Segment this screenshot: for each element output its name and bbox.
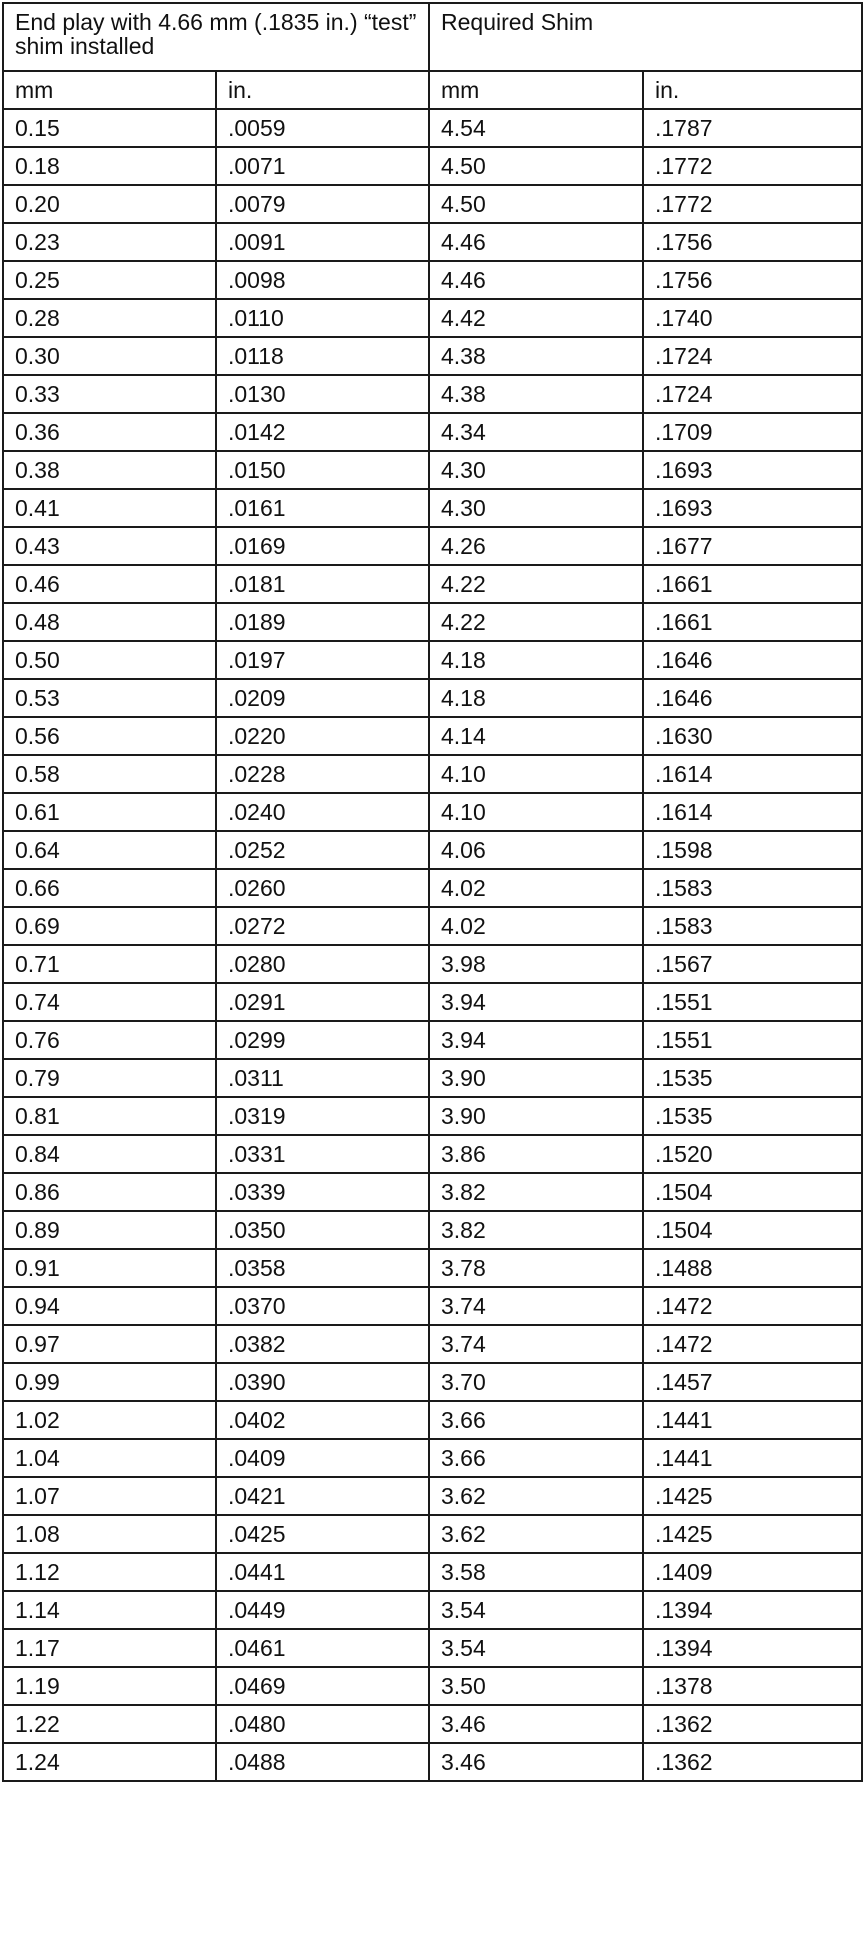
end-play-in-cell: .0441: [216, 1553, 429, 1591]
table-row: [3, 1173, 862, 1211]
table-row: [3, 223, 862, 261]
shim-in-cell: .1394: [643, 1591, 862, 1629]
end-play-mm-cell: 0.69: [3, 907, 216, 945]
end-play-in-cell: .0181: [216, 565, 429, 603]
end-play-in-cell: .0260: [216, 869, 429, 907]
shim-in-cell: .1677: [643, 527, 862, 565]
shim-in-cell: .1472: [643, 1325, 862, 1363]
shim-mm-cell: 3.74: [429, 1287, 643, 1325]
end-play-in-cell: .0299: [216, 1021, 429, 1059]
shim-mm-cell: 4.54: [429, 109, 643, 147]
end-play-mm-cell: 0.97: [3, 1325, 216, 1363]
end-play-mm-cell: 0.81: [3, 1097, 216, 1135]
end-play-mm-cell: 0.43: [3, 527, 216, 565]
end-play-mm-cell: 0.58: [3, 755, 216, 793]
end-play-in-cell: .0079: [216, 185, 429, 223]
table-row: [3, 1325, 862, 1363]
shim-in-cell: .1693: [643, 451, 862, 489]
end-play-in-cell: .0402: [216, 1401, 429, 1439]
shim-mm-cell: 4.10: [429, 755, 643, 793]
end-play-in-cell: .0189: [216, 603, 429, 641]
shim-mm-cell: 3.54: [429, 1591, 643, 1629]
table-row: [3, 375, 862, 413]
shim-mm-cell: 3.70: [429, 1363, 643, 1401]
end-play-mm-cell: 0.84: [3, 1135, 216, 1173]
end-play-mm-cell: 0.18: [3, 147, 216, 185]
table-row: [3, 1211, 862, 1249]
table-row: [3, 147, 862, 185]
shim-in-cell: .1409: [643, 1553, 862, 1591]
table-row: [3, 527, 862, 565]
table-row: [3, 299, 862, 337]
table-row: [3, 1249, 862, 1287]
table-row: [3, 983, 862, 1021]
end-play-in-cell: .0071: [216, 147, 429, 185]
shim-in-cell: .1598: [643, 831, 862, 869]
table-row: [3, 1667, 862, 1705]
shim-in-cell: .1551: [643, 983, 862, 1021]
end-play-in-cell: .0240: [216, 793, 429, 831]
shim-in-cell: .1520: [643, 1135, 862, 1173]
end-play-in-cell: .0091: [216, 223, 429, 261]
shim-mm-cell: 3.62: [429, 1515, 643, 1553]
shim-in-cell: .1646: [643, 679, 862, 717]
shim-in-cell: .1787: [643, 109, 862, 147]
end-play-mm-cell: 0.28: [3, 299, 216, 337]
table-row: [3, 1743, 862, 1781]
shim-mm-cell: 3.62: [429, 1477, 643, 1515]
end-play-mm-cell: 0.46: [3, 565, 216, 603]
shim-in-cell: .1441: [643, 1401, 862, 1439]
table-row: [3, 1591, 862, 1629]
end-play-in-cell: .0169: [216, 527, 429, 565]
end-play-mm-cell: 1.22: [3, 1705, 216, 1743]
shim-in-cell: .1756: [643, 261, 862, 299]
end-play-mm-cell: 1.02: [3, 1401, 216, 1439]
shim-in-cell: .1740: [643, 299, 862, 337]
table-row: [3, 1515, 862, 1553]
shim-in-cell: .1772: [643, 185, 862, 223]
end-play-in-cell: .0197: [216, 641, 429, 679]
shim-in-cell: .1362: [643, 1743, 862, 1781]
shim-in-cell: .1457: [643, 1363, 862, 1401]
units-row: [3, 71, 862, 109]
shim-mm-cell: 4.46: [429, 223, 643, 261]
table-row: [3, 679, 862, 717]
end-play-mm-cell: 0.56: [3, 717, 216, 755]
shim-mm-cell: 4.26: [429, 527, 643, 565]
shim-in-cell: .1535: [643, 1097, 862, 1135]
shim-mm-cell: 4.14: [429, 717, 643, 755]
shim-mm-cell: 4.30: [429, 451, 643, 489]
end-play-mm-cell: 0.79: [3, 1059, 216, 1097]
table-row: [3, 1135, 862, 1173]
shim-in-cell: .1488: [643, 1249, 862, 1287]
end-play-mm-cell: 0.91: [3, 1249, 216, 1287]
table-row: [3, 489, 862, 527]
end-play-mm-cell: 0.76: [3, 1021, 216, 1059]
table-row: [3, 755, 862, 793]
shim-mm-cell: 4.50: [429, 147, 643, 185]
table-row: [3, 869, 862, 907]
shim-mm-cell: 4.02: [429, 907, 643, 945]
end-play-mm-cell: 0.61: [3, 793, 216, 831]
shim-mm-cell: 3.90: [429, 1059, 643, 1097]
end-play-mm-cell: 0.89: [3, 1211, 216, 1249]
table-row: [3, 337, 862, 375]
table-row: [3, 261, 862, 299]
end-play-in-cell: .0059: [216, 109, 429, 147]
table-row: [3, 1629, 862, 1667]
table-row: [3, 717, 862, 755]
shim-mm-cell: 3.54: [429, 1629, 643, 1667]
shim-mm-cell: 4.06: [429, 831, 643, 869]
table-row: [3, 1705, 862, 1743]
shim-mm-cell: 3.46: [429, 1743, 643, 1781]
end-play-mm-cell: 0.15: [3, 109, 216, 147]
table-row: [3, 831, 862, 869]
shim-in-cell: .1724: [643, 337, 862, 375]
table-row: [3, 603, 862, 641]
shim-mm-cell: 3.86: [429, 1135, 643, 1173]
shim-mm-cell: 3.58: [429, 1553, 643, 1591]
shim-in-cell: .1551: [643, 1021, 862, 1059]
unit-shim-in: in.: [643, 71, 862, 109]
end-play-mm-cell: 0.66: [3, 869, 216, 907]
end-play-in-cell: .0142: [216, 413, 429, 451]
end-play-in-cell: .0130: [216, 375, 429, 413]
shim-in-cell: .1425: [643, 1477, 862, 1515]
end-play-in-cell: .0409: [216, 1439, 429, 1477]
shim-in-cell: .1378: [643, 1667, 862, 1705]
shim-mm-cell: 3.98: [429, 945, 643, 983]
shim-mm-cell: 4.34: [429, 413, 643, 451]
table-row: [3, 1439, 862, 1477]
shim-mm-cell: 3.94: [429, 1021, 643, 1059]
table-row: [3, 1021, 862, 1059]
end-play-mm-cell: 0.23: [3, 223, 216, 261]
shim-in-cell: .1504: [643, 1211, 862, 1249]
end-play-mm-cell: 0.71: [3, 945, 216, 983]
end-play-in-cell: .0449: [216, 1591, 429, 1629]
shim-in-cell: .1756: [643, 223, 862, 261]
shim-mm-cell: 3.94: [429, 983, 643, 1021]
shim-selection-table: [2, 2, 863, 1782]
end-play-in-cell: .0469: [216, 1667, 429, 1705]
shim-mm-cell: 3.78: [429, 1249, 643, 1287]
shim-in-cell: .1630: [643, 717, 862, 755]
end-play-mm-cell: 1.19: [3, 1667, 216, 1705]
end-play-in-cell: .0118: [216, 337, 429, 375]
shim-mm-cell: 4.38: [429, 337, 643, 375]
table-row: [3, 109, 862, 147]
end-play-mm-cell: 0.99: [3, 1363, 216, 1401]
end-play-mm-cell: 0.38: [3, 451, 216, 489]
table-row: [3, 1477, 862, 1515]
end-play-mm-cell: 1.07: [3, 1477, 216, 1515]
shim-table-container: [2, 2, 861, 1782]
end-play-in-cell: .0350: [216, 1211, 429, 1249]
end-play-in-cell: .0209: [216, 679, 429, 717]
end-play-in-cell: .0390: [216, 1363, 429, 1401]
end-play-mm-cell: 1.14: [3, 1591, 216, 1629]
shim-in-cell: .1693: [643, 489, 862, 527]
shim-in-cell: .1441: [643, 1439, 862, 1477]
shim-mm-cell: 4.10: [429, 793, 643, 831]
end-play-mm-cell: 0.41: [3, 489, 216, 527]
unit-shim-mm: mm: [429, 71, 643, 109]
table-row: [3, 1059, 862, 1097]
end-play-mm-cell: 0.53: [3, 679, 216, 717]
end-play-mm-cell: 1.08: [3, 1515, 216, 1553]
end-play-in-cell: .0488: [216, 1743, 429, 1781]
end-play-in-cell: .0110: [216, 299, 429, 337]
shim-mm-cell: 4.30: [429, 489, 643, 527]
shim-in-cell: .1709: [643, 413, 862, 451]
end-play-mm-cell: 0.50: [3, 641, 216, 679]
shim-in-cell: .1425: [643, 1515, 862, 1553]
end-play-mm-cell: 0.86: [3, 1173, 216, 1211]
end-play-in-cell: .0339: [216, 1173, 429, 1211]
shim-mm-cell: 4.38: [429, 375, 643, 413]
table-row: [3, 413, 862, 451]
shim-mm-cell: 4.22: [429, 565, 643, 603]
shim-in-cell: .1583: [643, 907, 862, 945]
table-row: [3, 907, 862, 945]
end-play-in-cell: .0280: [216, 945, 429, 983]
shim-mm-cell: 4.50: [429, 185, 643, 223]
end-play-mm-cell: 0.48: [3, 603, 216, 641]
table-row: [3, 1287, 862, 1325]
end-play-in-cell: .0358: [216, 1249, 429, 1287]
unit-end-play-mm: mm: [3, 71, 216, 109]
end-play-in-cell: .0311: [216, 1059, 429, 1097]
end-play-in-cell: .0150: [216, 451, 429, 489]
unit-end-play-in: in.: [216, 71, 429, 109]
end-play-in-cell: .0382: [216, 1325, 429, 1363]
shim-in-cell: .1504: [643, 1173, 862, 1211]
shim-in-cell: .1362: [643, 1705, 862, 1743]
table-row: [3, 185, 862, 223]
shim-in-cell: .1772: [643, 147, 862, 185]
end-play-in-cell: .0480: [216, 1705, 429, 1743]
table-row: [3, 1401, 862, 1439]
shim-in-cell: .1661: [643, 603, 862, 641]
shim-mm-cell: 4.22: [429, 603, 643, 641]
end-play-in-cell: .0319: [216, 1097, 429, 1135]
shim-mm-cell: 4.02: [429, 869, 643, 907]
shim-mm-cell: 3.50: [429, 1667, 643, 1705]
shim-mm-cell: 4.18: [429, 679, 643, 717]
end-play-in-cell: .0098: [216, 261, 429, 299]
shim-in-cell: .1646: [643, 641, 862, 679]
shim-mm-cell: 3.82: [429, 1211, 643, 1249]
table-row: [3, 1097, 862, 1135]
end-play-mm-cell: 0.30: [3, 337, 216, 375]
end-play-mm-cell: 0.36: [3, 413, 216, 451]
table-row: [3, 1553, 862, 1591]
end-play-in-cell: .0252: [216, 831, 429, 869]
end-play-in-cell: .0228: [216, 755, 429, 793]
table-row: [3, 945, 862, 983]
shim-in-cell: .1394: [643, 1629, 862, 1667]
table-row: [3, 451, 862, 489]
shim-in-cell: .1724: [643, 375, 862, 413]
end-play-header: End play with 4.66 mm (.1835 in.) “test” shim installed: [3, 3, 429, 71]
end-play-in-cell: .0220: [216, 717, 429, 755]
table-row: [3, 1363, 862, 1401]
shim-mm-cell: 3.46: [429, 1705, 643, 1743]
end-play-in-cell: .0461: [216, 1629, 429, 1667]
required-shim-header: Required Shim: [429, 3, 862, 71]
shim-mm-cell: 4.46: [429, 261, 643, 299]
end-play-in-cell: .0291: [216, 983, 429, 1021]
end-play-in-cell: .0272: [216, 907, 429, 945]
shim-in-cell: .1661: [643, 565, 862, 603]
shim-mm-cell: 3.82: [429, 1173, 643, 1211]
end-play-in-cell: .0370: [216, 1287, 429, 1325]
shim-mm-cell: 3.66: [429, 1439, 643, 1477]
table-row: [3, 793, 862, 831]
shim-mm-cell: 3.74: [429, 1325, 643, 1363]
end-play-mm-cell: 0.94: [3, 1287, 216, 1325]
table-row: [3, 565, 862, 603]
end-play-mm-cell: 0.64: [3, 831, 216, 869]
shim-in-cell: .1535: [643, 1059, 862, 1097]
table-row: [3, 641, 862, 679]
end-play-mm-cell: 0.20: [3, 185, 216, 223]
shim-in-cell: .1614: [643, 755, 862, 793]
end-play-in-cell: .0331: [216, 1135, 429, 1173]
shim-mm-cell: 3.90: [429, 1097, 643, 1135]
shim-mm-cell: 3.66: [429, 1401, 643, 1439]
end-play-mm-cell: 0.74: [3, 983, 216, 1021]
end-play-mm-cell: 0.25: [3, 261, 216, 299]
shim-mm-cell: 4.42: [429, 299, 643, 337]
shim-in-cell: .1567: [643, 945, 862, 983]
shim-in-cell: .1614: [643, 793, 862, 831]
end-play-mm-cell: 1.17: [3, 1629, 216, 1667]
end-play-in-cell: .0161: [216, 489, 429, 527]
end-play-mm-cell: 0.33: [3, 375, 216, 413]
end-play-mm-cell: 1.04: [3, 1439, 216, 1477]
table-header-row: [3, 3, 862, 71]
table-body: [3, 3, 862, 1781]
end-play-mm-cell: 1.12: [3, 1553, 216, 1591]
end-play-mm-cell: 1.24: [3, 1743, 216, 1781]
shim-in-cell: .1583: [643, 869, 862, 907]
shim-in-cell: .1472: [643, 1287, 862, 1325]
shim-mm-cell: 4.18: [429, 641, 643, 679]
end-play-in-cell: .0425: [216, 1515, 429, 1553]
end-play-in-cell: .0421: [216, 1477, 429, 1515]
